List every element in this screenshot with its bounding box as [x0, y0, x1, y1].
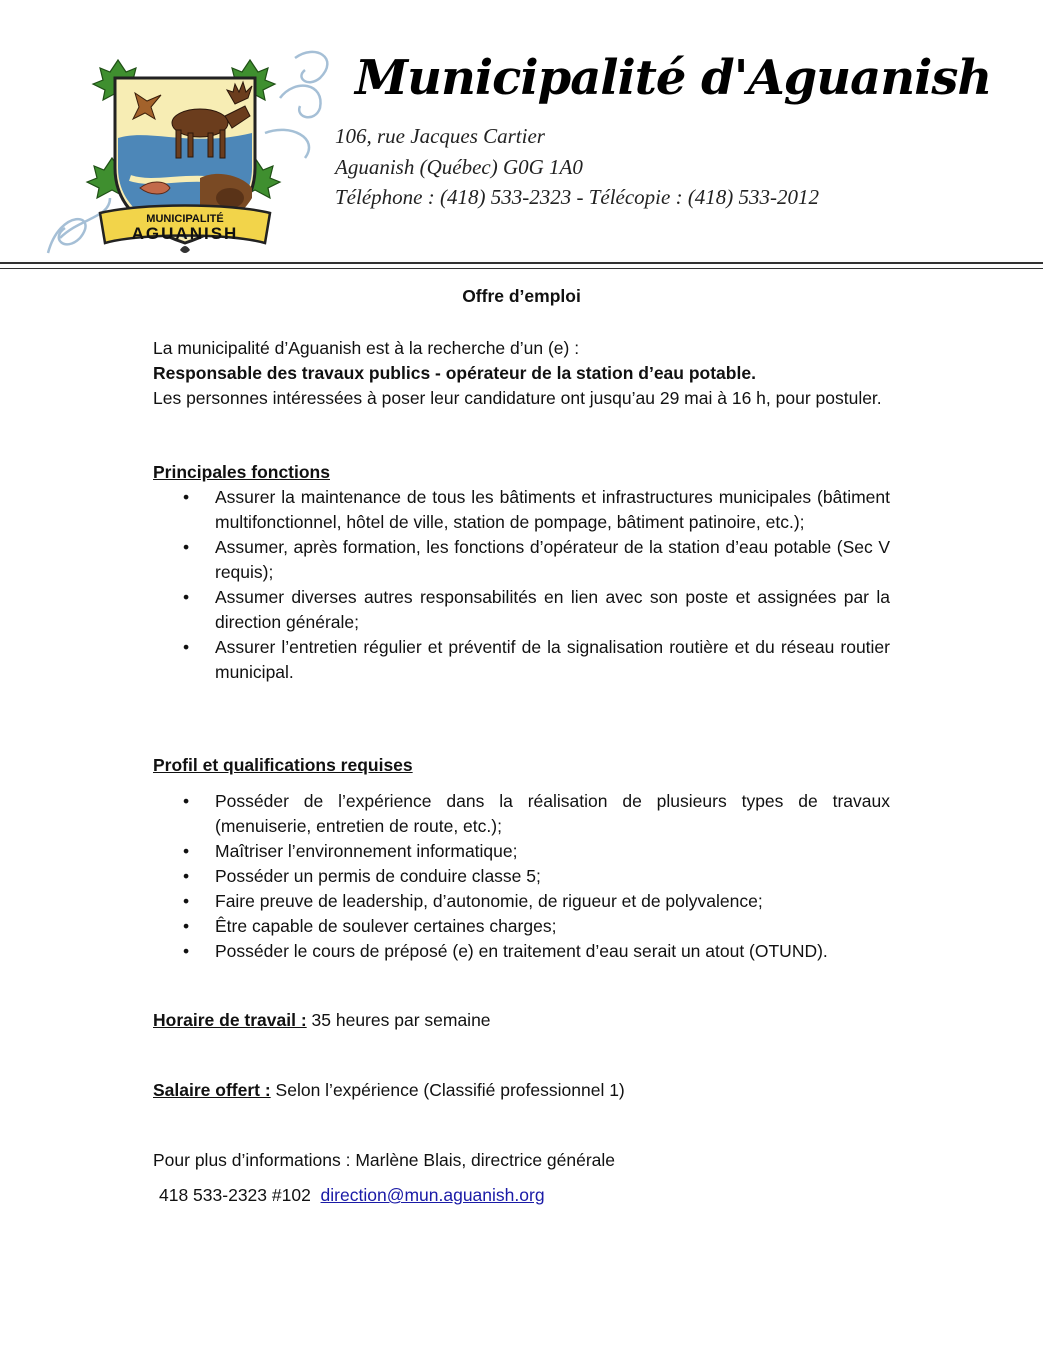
application-deadline: Les personnes intéressées à poser leur candidature ont jusqu’au 29 mai à 16 h, pour postuler. — [153, 388, 882, 408]
offer-intro — [153, 336, 890, 411]
profile-title: Profil et qualifications requises — [153, 755, 413, 775]
intro-text: La municipalité d’Aguanish est à la recherche d’un (e) : — [153, 338, 580, 358]
functions-section-title — [153, 460, 890, 485]
list-item: • Faire preuve de leadership, d’autonomie, de rigueur et de polyvalence; — [153, 889, 890, 914]
list-item: • Assurer l’entretien régulier et préventif de la signalisation routière et du réseau routier municipal. — [153, 635, 890, 685]
logo-banner-bottom-text: AGUANISH — [131, 224, 239, 243]
position-title: Responsable des travaux publics - opérateur de la station d’eau potable. — [153, 363, 756, 383]
contact-details — [159, 1183, 896, 1208]
list-item: • Être capable de soulever certaines charges; — [153, 914, 890, 939]
schedule-value: 35 heures par semaine — [306, 1010, 491, 1030]
header-divider-secondary — [0, 268, 1043, 269]
municipality-title: Municipalité d'Aguanish — [355, 50, 992, 106]
profile-section-title — [153, 753, 890, 778]
contact-phone: 418 533-2323 #102 — [159, 1185, 311, 1205]
address-phone-fax: Téléphone : (418) 533-2323 - Télécopie : (418) 533-2012 — [335, 185, 820, 209]
list-item: • Posséder un permis de conduire classe 5; — [153, 864, 890, 889]
list-item: • Posséder le cours de préposé (e) en traitement d’eau serait un atout (OTUND). — [153, 939, 890, 964]
list-item: • Posséder de l’expérience dans la réalisation de plusieurs types de travaux (menuiserie, entretien de route, etc.); — [153, 789, 890, 839]
schedule-label: Horaire de travail : — [153, 1010, 307, 1030]
salary-line — [153, 1078, 890, 1103]
schedule-line — [153, 1008, 890, 1033]
contact-email-link[interactable]: direction@mun.aguanish.org — [320, 1185, 545, 1205]
list-item: • Maîtriser l’environnement informatique; — [153, 839, 890, 864]
header-divider — [0, 262, 1043, 264]
municipal-coat-of-arms-logo — [40, 38, 340, 263]
list-item: • Assumer diverses autres responsabilités en lien avec son poste et assignées par la direction générale; — [153, 585, 890, 635]
profile-list — [153, 789, 890, 964]
functions-list — [153, 485, 890, 685]
document-heading: Offre d’emploi — [462, 286, 581, 306]
logo-banner-top-text: MUNICIPALITÉ — [146, 213, 224, 225]
functions-title: Principales fonctions — [153, 462, 330, 482]
salary-value: Selon l’expérience (Classifié professionnel 1) — [270, 1080, 625, 1100]
salary-label: Salaire offert : — [153, 1080, 271, 1100]
list-item: • Assumer, après formation, les fonctions d’opérateur de la station d’eau potable (Sec V requis); — [153, 535, 890, 585]
address-street: 106, rue Jacques Cartier — [335, 124, 545, 148]
list-item: • Assurer la maintenance de tous les bâtiments et infrastructures municipales (bâtiment multifonctionnel, hôtel de ville, station de pompage, bâtiment patinoire, etc.); — [153, 485, 890, 535]
contact-line: Pour plus d’informations : Marlène Blais, directrice générale — [153, 1150, 616, 1170]
address-city: Aguanish (Québec) G0G 1A0 — [335, 155, 583, 179]
